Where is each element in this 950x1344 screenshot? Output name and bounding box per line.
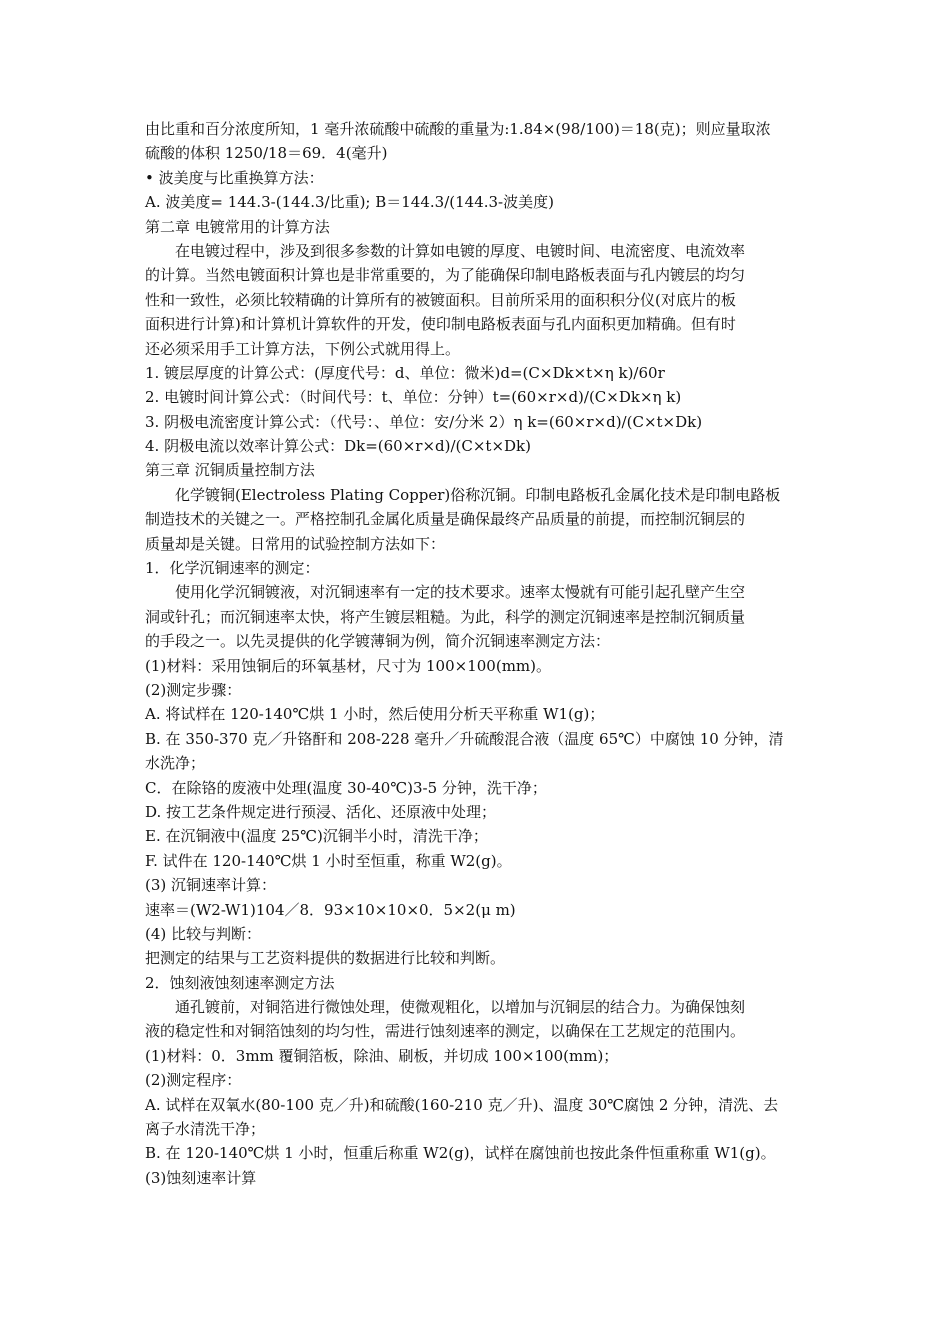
document-body (145, 117, 810, 1190)
text-line: A. 波美度= 144.3-(144.3/比重); B＝144.3/(144.3-波美度) (145, 193, 554, 212)
text-line: 4. 阴极电流以效率计算公式：Dk=(60×r×d)/(C×t×Dk) (145, 437, 531, 456)
text-line: 的计算。当然电镀面积计算也是非常重要的，为了能确保印制电路板表面与孔内镀层的均匀 (145, 266, 746, 285)
text-line: 2．蚀刻液蚀刻速率测定方法 (145, 973, 335, 992)
text-line: B. 在 350-370 克／升铬酐和 208-228 毫升／升硫酸混合液（温度 65℃）中腐蚀 10 分钟，清 (145, 729, 784, 748)
text-line: 速率＝(W2-W1)104／8．93×10×10×0．5×2(μ m) (145, 900, 516, 919)
text-line: (1)材料：0．3mm 覆铜箔板，除油、刷板，并切成 100×100(mm)； (145, 1046, 619, 1065)
text-line: 第二章 电镀常用的计算方法 (145, 217, 330, 236)
text-line: • 波美度与比重换算方法： (145, 168, 324, 187)
text-line: 1．化学沉铜速率的测定： (145, 559, 320, 578)
text-line: 化学镀铜(Electroless Plating Copper)俗称沉铜。印制电路板孔金属化技术是印制电路板 (175, 485, 781, 504)
text-line: 2. 电镀时间计算公式：（时间代号：t、单位：分钟）t=(60×r×d)/(C×Dk×η k) (145, 388, 682, 407)
text-line: C．在除铬的废液中处理(温度 30-40℃)3-5 分钟，洗干净； (145, 778, 547, 797)
text-line: 由比重和百分浓度所知，1 毫升浓硫酸中硫酸的重量为:1.84×(98/100)＝18(克)；则应量取浓 (145, 120, 771, 138)
text-line: 在电镀过程中，涉及到很多参数的计算如电镀的厚度、电镀时间、电流密度、电流效率 (175, 241, 746, 260)
text-line: (1)材料：采用蚀铜后的环氧基材，尺寸为 100×100(mm)。 (145, 656, 551, 675)
text-line: 液的稳定性和对铜箔蚀刻的均匀性，需进行蚀刻速率的测定，以确保在工艺规定的范围内。 (145, 1022, 746, 1041)
text-line: 把测定的结果与工艺资料提供的数据进行比较和判断。 (145, 949, 506, 968)
text-line: 离子水清洗干净； (145, 1120, 266, 1139)
text-line: 的手段之一。以先灵提供的化学镀薄铜为例，简介沉铜速率测定方法： (145, 632, 611, 651)
text-line: F. 试件在 120-140℃烘 1 小时至恒重，称重 W2(g)。 (145, 851, 512, 870)
text-line: 性和一致性，必须比较精确的计算所有的被镀面积。目前所采用的面积积分仪(对底片的板 (145, 290, 736, 309)
text-line: 通孔镀前，对铜箔进行微蚀处理，使微观粗化，以增加与沉铜层的结合力。为确保蚀刻 (175, 998, 746, 1017)
text-line: 第三章 沉铜质量控制方法 (145, 461, 315, 480)
text-line: 面积进行计算)和计算机计算软件的开发，使印制电路板表面与孔内面积更加精确。但有时 (145, 315, 736, 334)
text-line: 1. 镀层厚度的计算公式：(厚度代号：d、单位：微米)d=(C×Dk×t×η k)/60r (145, 363, 665, 382)
text-line: 洞或针孔；而沉铜速率太快，将产生镀层粗糙。为此，科学的测定沉铜速率是控制沉铜质量 (145, 607, 746, 626)
text-line: (4) 比较与判断： (145, 924, 262, 943)
text-line: E. 在沉铜液中(温度 25℃)沉铜半小时，清洗干净； (145, 827, 488, 846)
text-line: (3)蚀刻速率计算 (145, 1168, 257, 1187)
text-line: D. 按工艺条件规定进行预浸、活化、还原液中处理； (145, 802, 497, 821)
text-line: 3. 阴极电流密度计算公式：（代号：、单位：安/分米 2）η k=(60×r×d)/(C×t×Dk) (145, 412, 703, 431)
text-line: 制造技术的关键之一。严格控制孔金属化质量是确保最终产品质量的前提，而控制沉铜层的 (145, 510, 746, 529)
text-line: 使用化学沉铜镀液，对沉铜速率有一定的技术要求。速率太慢就有可能引起孔壁产生空 (175, 583, 746, 602)
text-line: (2)测定程序： (145, 1071, 242, 1090)
text-line: (3) 沉铜速率计算： (145, 876, 277, 895)
text-line: A. 试样在双氧水(80-100 克／升)和硫酸(160-210 克／升)、温度 30℃腐蚀 2 分钟，清洗、去 (145, 1095, 779, 1114)
text-line: 水洗净； (145, 754, 206, 773)
text-line: 硫酸的体积 1250/18＝69．4(毫升) (145, 144, 388, 163)
text-line: (2)测定步骤： (145, 680, 242, 699)
text-line: 质量却是关键。日常用的试验控制方法如下： (145, 534, 446, 553)
text-line: 还必须采用手工计算方法，下例公式就用得上。 (145, 339, 461, 358)
text-line: B. 在 120-140℃烘 1 小时，恒重后称重 W2(g)，试样在腐蚀前也按此条件恒重称重 W1(g)。 (145, 1144, 776, 1163)
text-line: A. 将试样在 120-140℃烘 1 小时，然后使用分析天平称重 W1(g)； (145, 705, 605, 724)
